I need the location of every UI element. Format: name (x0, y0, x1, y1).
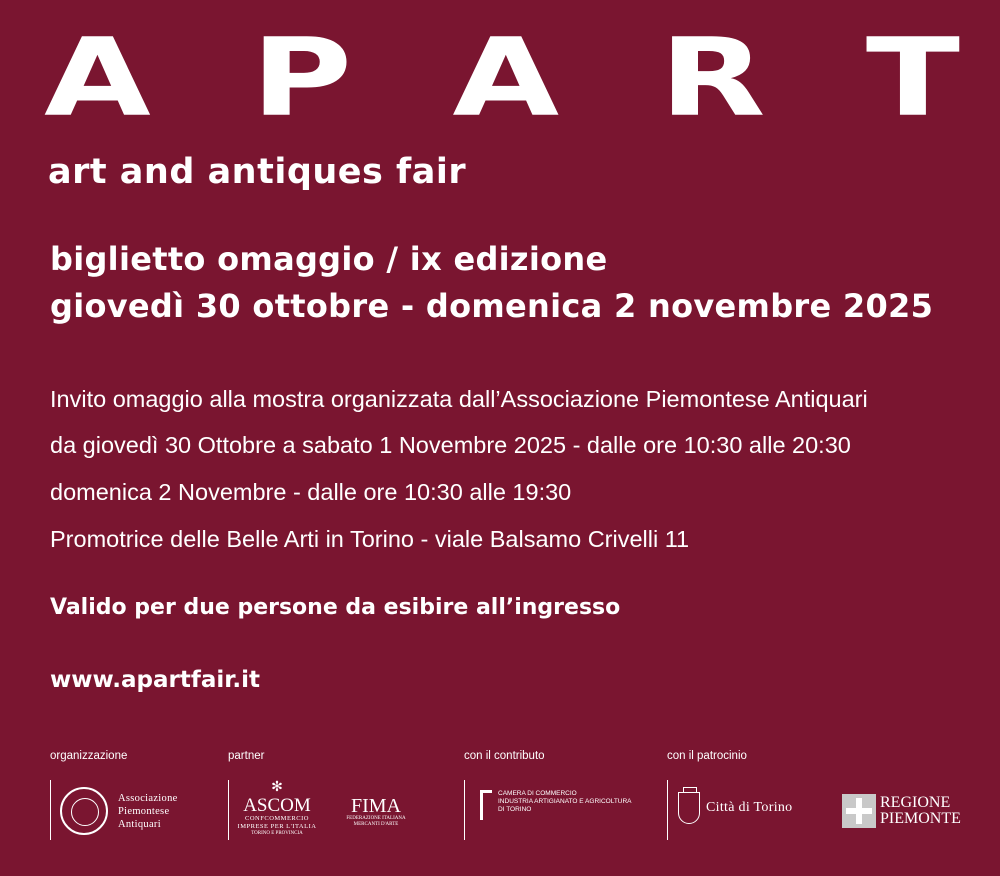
logo-letter-a: A (44, 14, 151, 141)
website-link[interactable]: www.apartfair.it (50, 667, 260, 693)
contributo-label: con il contributo (464, 750, 545, 762)
camera-line: CAMERA DI COMMERCIO (498, 790, 577, 797)
assoc-name-line: Antiquari (118, 818, 161, 830)
divider (667, 780, 668, 840)
assoc-name-line: Piemontese (118, 805, 170, 817)
logo-subtitle: art and antiques fair (48, 152, 467, 192)
camera-line: INDUSTRIA ARTIGIANATO E AGRICOLTURA (498, 798, 632, 805)
crest-icon (678, 792, 700, 824)
event-dates-heading: giovedì 30 ottobre - domenica 2 novembre 2025 (50, 287, 934, 325)
invitation-text: Invito omaggio alla mostra organizzata dall’Associazione Piemontese Antiquari (50, 386, 868, 412)
fima-sub: FEDERAZIONE ITALIANA MERCANTI D'ARTE (346, 816, 406, 827)
logo-letter-t: T (865, 14, 960, 141)
patrocinio-label: con il patrocinio (667, 750, 747, 762)
camera-mark-icon (480, 790, 492, 820)
camera-line: DI TORINO (498, 806, 532, 813)
weekday-hours: da giovedì 30 Ottobre a sabato 1 Novembre 2025 - dalle ore 10:30 alle 20:30 (50, 432, 851, 458)
venue-address: Promotrice delle Belle Arti in Torino - viale Balsamo Crivelli 11 (50, 526, 690, 552)
torino-name: Città di Torino (706, 800, 793, 815)
regione-line: REGIONE (880, 794, 951, 811)
divider (50, 780, 51, 840)
apart-logo (44, 14, 960, 144)
logo-letter-r: R (659, 14, 766, 141)
associazione-logo (60, 782, 230, 840)
regione-piemonte-logo (842, 794, 961, 828)
ascom-name: ASCOM (243, 795, 311, 816)
camera-commercio-logo (480, 790, 632, 820)
ascom-sub3: TORINO E PROVINCIA (251, 831, 303, 836)
partner-label: partner (228, 750, 265, 762)
validity-note: Valido per due persone da esibire all’ingresso (50, 595, 621, 620)
seal-icon (60, 787, 108, 835)
sunday-hours: domenica 2 Novembre - dalle ore 10:30 alle 19:30 (50, 479, 572, 505)
assoc-name-line: Associazione (118, 792, 178, 804)
divider (464, 780, 465, 840)
ascom-sub2: IMPRESE PER L'ITALIA (237, 823, 317, 830)
logo-letter-a2: A (452, 14, 560, 141)
logo-letter-p: P (251, 14, 353, 141)
regione-line: PIEMONTE (880, 810, 961, 827)
ascom-sub: CONFCOMMERCIO (245, 815, 309, 822)
ascom-emblem-icon: ✻ (271, 780, 283, 795)
organizzazione-label: organizzazione (50, 750, 128, 762)
fima-logo (340, 796, 412, 828)
ascom-logo (237, 780, 317, 837)
ticket-type-heading: biglietto omaggio / ix edizione (50, 240, 608, 278)
cross-flag-icon (842, 794, 876, 828)
fima-name: FIMA (350, 795, 401, 817)
citta-torino-logo (678, 792, 792, 824)
